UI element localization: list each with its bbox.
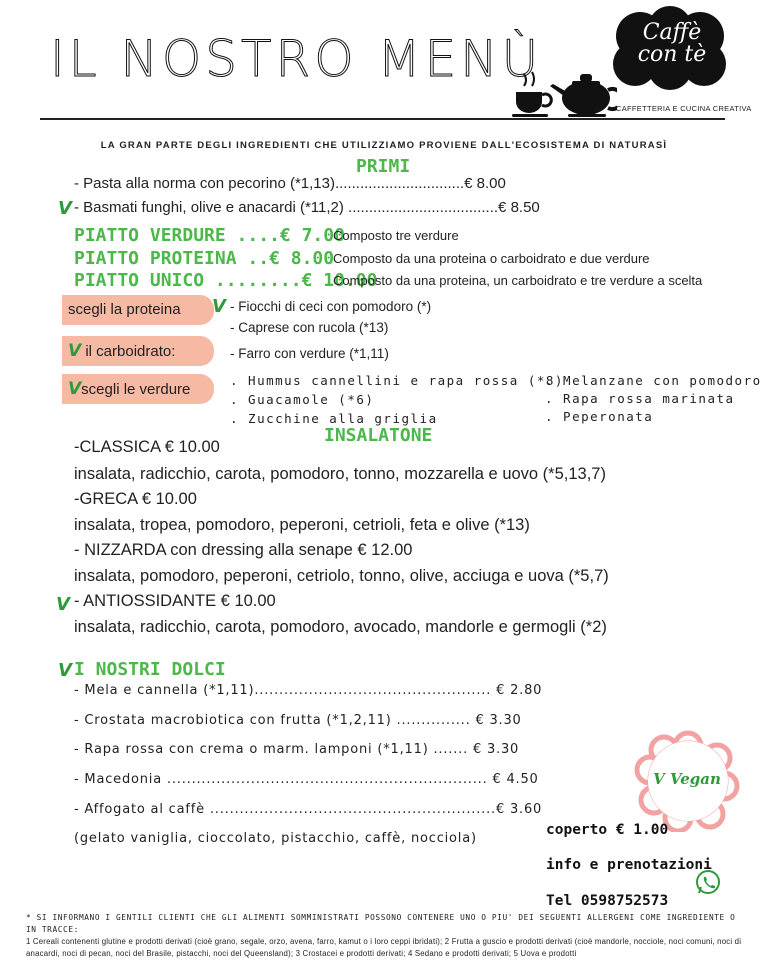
dolce-item: - Rapa rossa con crema o marm. lamponi (*1,11) ....... € 3.30 xyxy=(74,742,520,757)
carb-label xyxy=(62,336,214,366)
protein-label-text: scegli la proteina xyxy=(68,301,181,318)
allergen-notice xyxy=(26,912,751,960)
logo-text: Caffè con tè xyxy=(637,20,707,67)
carb-option: - Farro con verdure (*1,11) xyxy=(230,346,389,361)
dolci-heading: I NOSTRI DOLCI xyxy=(74,659,226,680)
salad-name: - ANTIOSSIDANTE € 10.00 xyxy=(74,592,276,610)
veg-option: . Rapa rossa marinata xyxy=(545,391,735,406)
piatto-verdure-desc: Composto tre verdure xyxy=(333,228,459,243)
carb-label-text: il carboidrato: xyxy=(85,343,176,360)
dolce-item: - Crostata macrobiotica con frutta (*1,2,11) ............... € 3.30 xyxy=(74,713,522,728)
vegan-mark: V xyxy=(212,296,226,317)
veg-option: . Guacamole (*6) xyxy=(230,392,375,407)
phone-number[interactable]: Tel 0598752573 xyxy=(546,893,669,909)
vegan-mark: V xyxy=(68,379,82,399)
primi-item: - Pasta alla norma con pecorino (*1,13)...............................€ 8.00 xyxy=(74,175,506,192)
salad-desc: insalata, radicchio, carota, pomodoro, tonno, mozzarella e uovo (*5,13,7) xyxy=(74,465,606,483)
salad-name: - NIZZARDA con dressing alla senape € 12.00 xyxy=(74,541,413,559)
intro-text: LA GRAN PARTE DEGLI INGREDIENTI CHE UTILIZZIAMO PROVIENE DALL'ECOSISTEMA DI NATURASÌ xyxy=(100,140,668,151)
veg-option: . Zucchine alla griglia xyxy=(230,411,438,426)
piatto-proteina: PIATTO PROTEINA ..€ 8.00 xyxy=(74,248,335,269)
piatto-unico: PIATTO UNICO ........€ 10.00 xyxy=(74,270,378,291)
protein-label xyxy=(62,295,214,325)
info-prenotazioni: info e prenotazioni xyxy=(546,857,712,873)
salad-desc: insalata, tropea, pomodoro, peperoni, cetrioli, feta e olive (*13) xyxy=(74,516,530,534)
allergen-list: 1 Cereali contenenti glutine e prodotti derivati (cioè grano, segale, orzo, avena, farro, kamut o i loro ceppi ibridati); 2 Frutta a guscio e prodotti derivati (cioè mandorle, nocciole, noci comuni, noci di anacardi, noci di pecan, noci del Brasile, pistacchi, noci del Queensland); 3 Crostacei e prodotti derivati; 4 Sedano e prodotti derivati; 5 Uova e prodotti xyxy=(26,937,742,958)
dolce-item: - Mela e cannella (*1,11)................................................ € 2.80 xyxy=(74,683,543,698)
phone-icon xyxy=(694,868,722,896)
protein-option: - Fiocchi di ceci con pomodoro (*) xyxy=(230,299,432,314)
veg-option: . Hummus cannellini e rapa rossa (*8) xyxy=(230,373,564,388)
veg-label xyxy=(62,374,214,404)
veg-option: . Peperonata xyxy=(545,409,654,424)
primi-item: - Basmati funghi, olive e anacardi (*11,2) ....................................€ 8.50 xyxy=(74,199,540,216)
tagline: CAFFETTERIA E CUCINA CREATIVA xyxy=(616,104,752,113)
veg-label-text: scegli le verdure xyxy=(81,381,191,398)
salad-name: -CLASSICA € 10.00 xyxy=(74,438,220,456)
teapot-cups-icon xyxy=(512,70,617,118)
menu-title: IL NOSTRO MENÙ xyxy=(50,30,543,88)
salad-desc: insalata, radicchio, carota, pomodoro, avocado, mandorle e germogli (*2) xyxy=(74,618,607,636)
header-divider xyxy=(40,118,725,120)
vegan-mark: V xyxy=(68,341,82,361)
dolce-item: - Affogato al caffè ..........................................................€ 3.60 xyxy=(74,802,543,817)
piatto-verdure: PIATTO VERDURE ....€ 7.00 xyxy=(74,225,345,246)
piatto-unico-desc: Composto da una proteina, un carboidrato e tre verdure a scelta xyxy=(333,273,703,288)
dolce-item: - Macedonia ................................................................. € 4.50 xyxy=(74,772,539,787)
salad-name: -GRECA € 10.00 xyxy=(74,490,197,508)
veg-option: . Melanzane con pomodoro xyxy=(545,373,762,388)
salad-desc: insalata, pomodoro, peperoni, cetriolo, tonno, olive, acciuga e uova (*5,7) xyxy=(74,567,609,585)
vegan-mark: V xyxy=(56,594,70,615)
vegan-mark: V xyxy=(58,198,72,219)
allergen-heading: * SI INFORMANO I GENTILI CLIENTI CHE GLI ALIMENTI SOMMINISTRATI POSSONO CONTENERE UNO O PIU' DEI SEGUENTI ALLERGENI COME INGREDIENTE O IN TRACCE: xyxy=(26,913,736,934)
coperto: coperto € 1.00 xyxy=(546,822,669,838)
dolce-note: (gelato vaniglia, cioccolato, pistacchio, caffè, nocciola) xyxy=(74,831,477,846)
protein-option: - Caprese con rucola (*13) xyxy=(230,320,389,335)
vegan-badge-text: V Vegan xyxy=(653,770,721,788)
insalatone-heading: INSALATONE xyxy=(324,425,433,446)
primi-heading: PRIMI xyxy=(356,156,411,177)
piatto-proteina-desc: Composto da una proteina o carboidrato e due verdure xyxy=(333,251,650,266)
vegan-mark: V xyxy=(58,660,72,681)
